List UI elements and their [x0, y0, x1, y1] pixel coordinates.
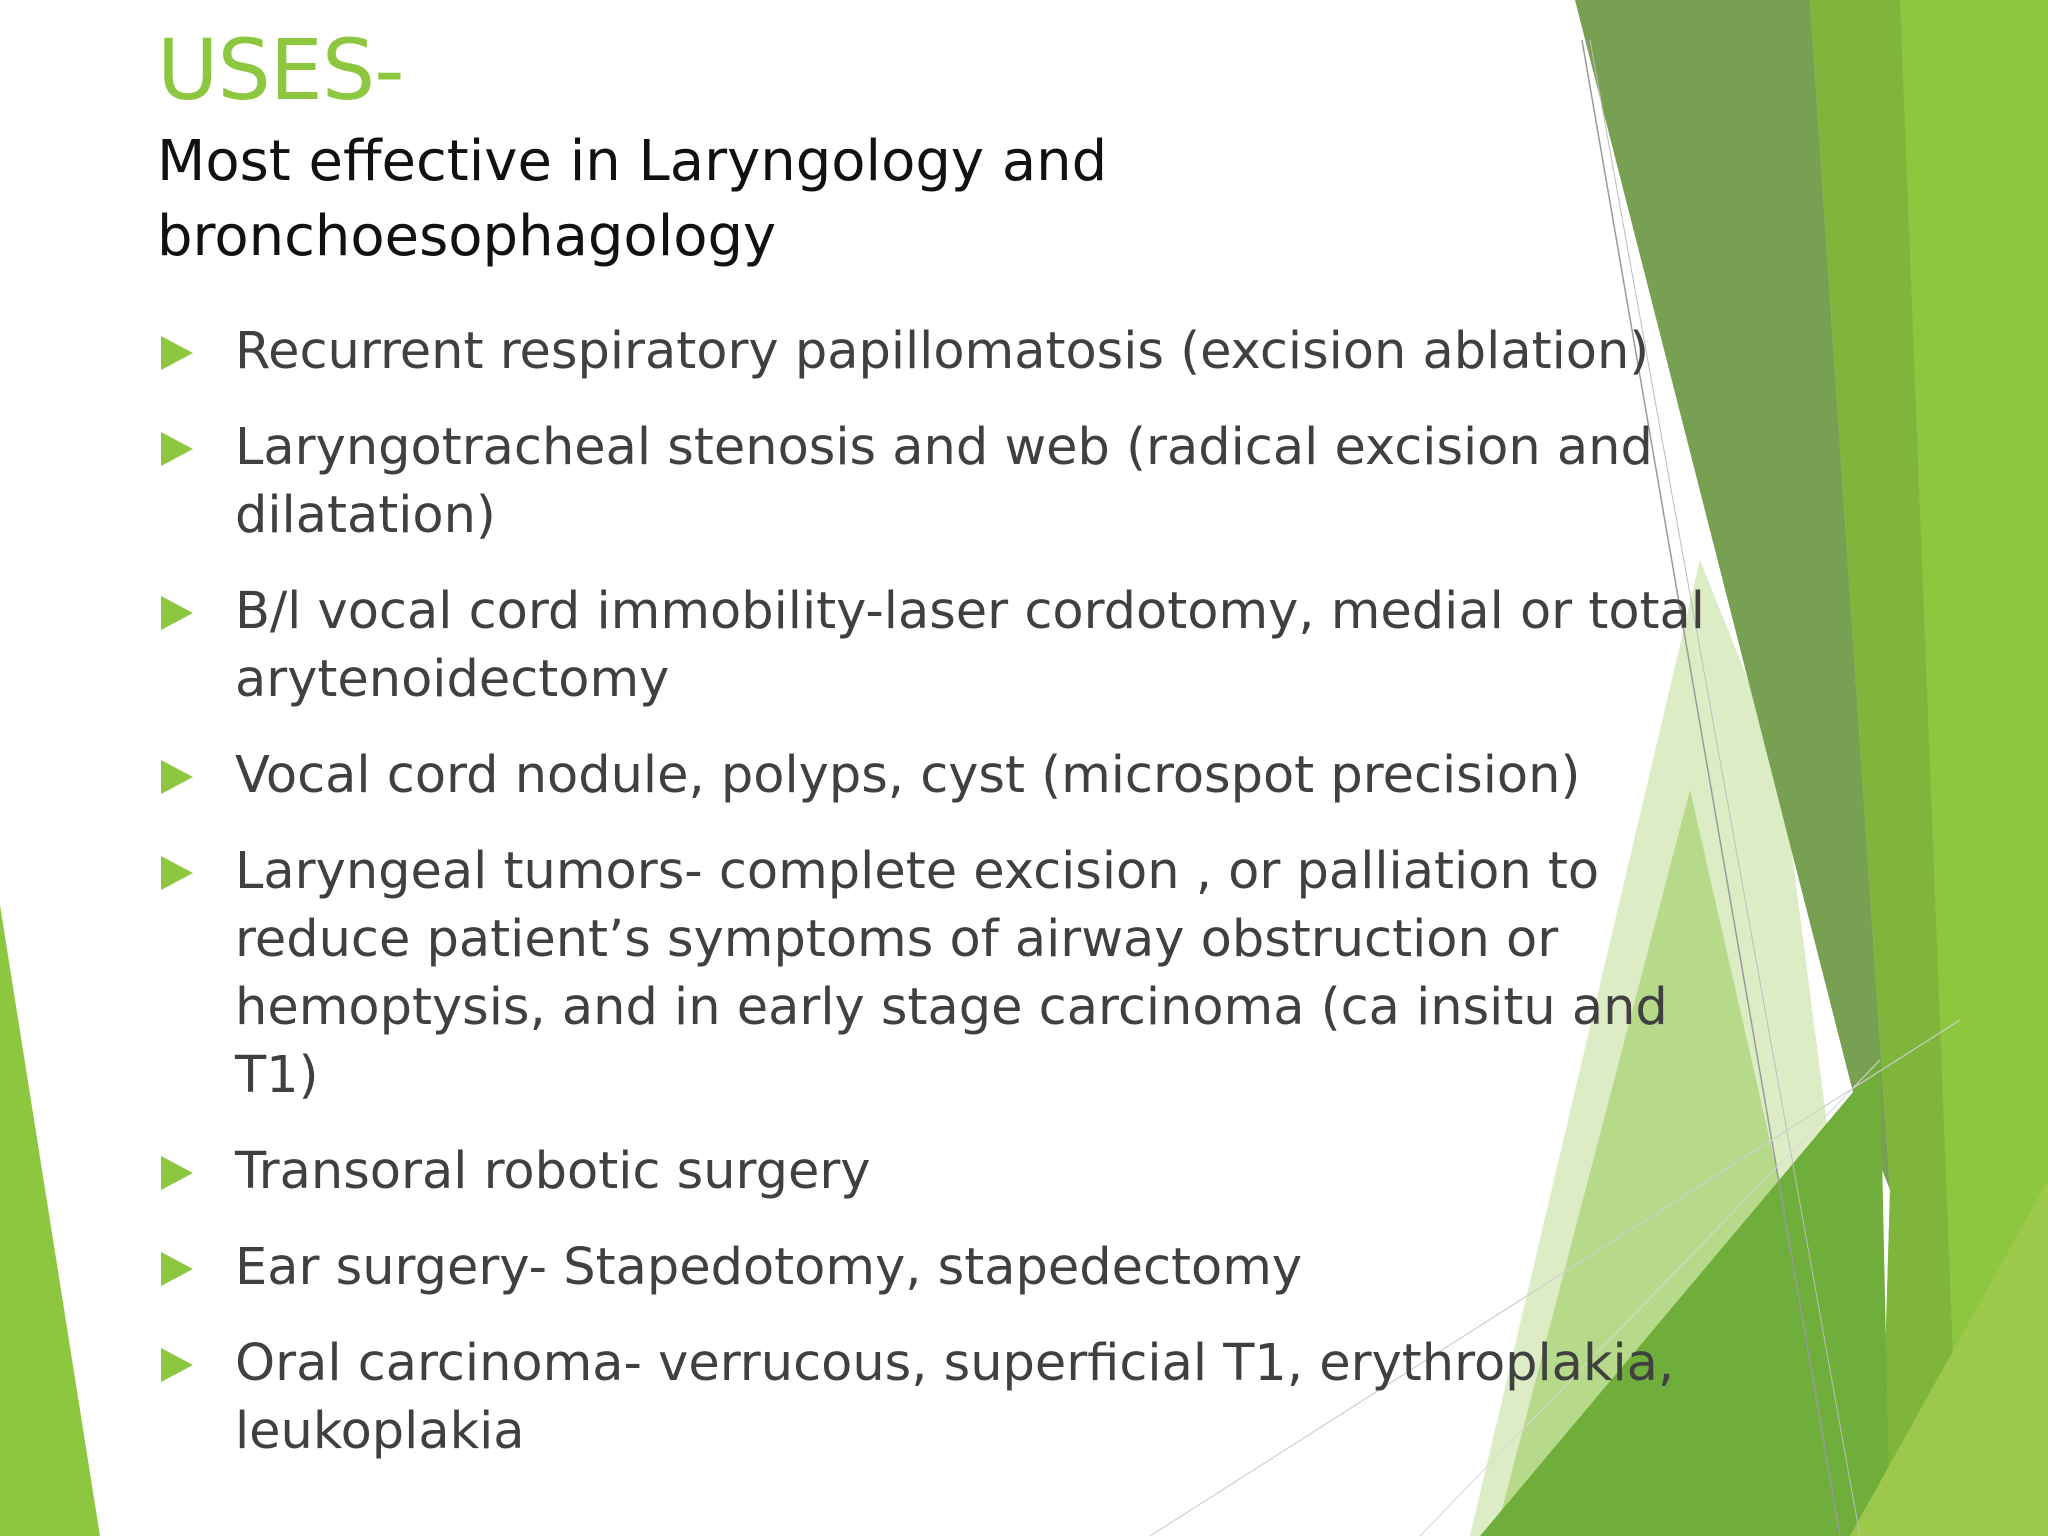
bullet-list: [157, 318, 1717, 1494]
bullet-item: [157, 1330, 1717, 1466]
bullet-item: [157, 414, 1717, 550]
bullet-text: Laryngeal tumors- complete excision , or palliation to reduce patient’s symptoms of airway obstruction or hemoptysis, and in early stage carcinoma (ca insitu and T1): [235, 842, 1668, 1105]
slide-title: USES-: [157, 21, 404, 119]
triangle-right-icon: [161, 1348, 193, 1382]
triangle-right-icon: [161, 336, 193, 370]
triangle-right-icon: [161, 1252, 193, 1286]
bullet-item: [157, 742, 1717, 810]
bullet-item: [157, 1138, 1717, 1206]
left-green-shape: [0, 905, 100, 1536]
triangle-right-icon: [161, 596, 193, 630]
triangle-right-icon: [161, 760, 193, 794]
bullet-text: Laryngotracheal stenosis and web (radical excision and dilatation): [235, 418, 1653, 545]
bullet-text: Recurrent respiratory papillomatosis (excision ablation): [235, 322, 1650, 381]
bullet-item: [157, 578, 1717, 714]
bullet-text: Ear surgery- Stapedotomy, stapedectomy: [235, 1238, 1303, 1297]
triangle-right-icon: [161, 1156, 193, 1190]
bullet-item: [157, 838, 1717, 1110]
bullet-text: B/l vocal cord immobility-laser cordotomy, medial or total arytenoidectomy: [235, 582, 1705, 709]
triangle-right-icon: [161, 856, 193, 890]
triangle-right-icon: [161, 432, 193, 466]
bullet-text: Transoral robotic surgery: [235, 1142, 871, 1201]
bullet-text: Vocal cord nodule, polyps, cyst (microspot precision): [235, 746, 1581, 805]
bullet-item: [157, 1234, 1717, 1302]
bullet-item: [157, 318, 1717, 386]
slide-subtitle: Most effective in Laryngology and bronchoesophagology: [157, 129, 1108, 269]
bullet-text: Oral carcinoma- verrucous, superficial T1, erythroplakia, leukoplakia: [235, 1334, 1675, 1461]
